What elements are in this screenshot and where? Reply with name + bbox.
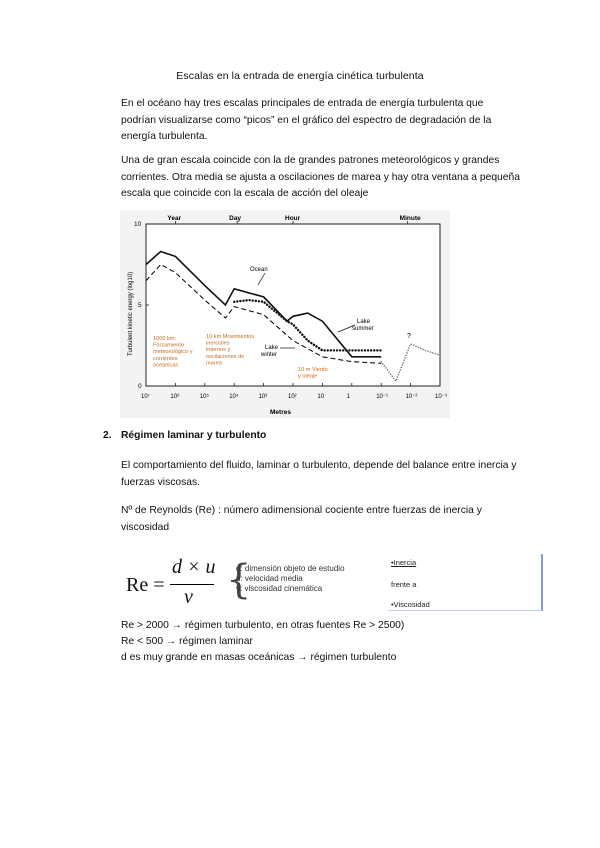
formula-denominator: ν [184,586,193,608]
annotation-question: ? [407,333,411,340]
top-label: Year [167,215,182,222]
formula-lhs: Re = [126,574,165,596]
inertia-viscosity-box [388,554,543,611]
x-tick-label: 1 [346,394,351,400]
section-heading [103,430,266,441]
y-tick-label: 0 [138,383,142,390]
condition-turbulent: Re > 2000 → régimen turbulento, en otras fuentes Re > 2500) [121,620,405,631]
x-tick-label: 10⁴ [229,394,239,400]
annotation-10km: 10 km Movimientos inerciales internos y oscilaciones de marea [206,334,255,367]
fraction-bar [170,584,214,585]
y-tick-label: 10 [134,221,142,228]
x-tick-label: 10⁻¹ [376,394,389,400]
annotation-10m: 10 m Viento y oleaje [298,367,328,380]
top-label: Minute [399,215,421,222]
paragraph-ocean-scales: En el océano hay tres escalas principales de entrada de energía turbulenta que podrían visualizarse como “picos” en el gráfico del espectro de degradación de la energía turbulenta. [121,98,492,142]
formula-numerator: d × u [172,556,216,578]
annotation-ocean: Ocean [250,267,268,273]
x-tick-label: 10⁻³ [435,394,447,400]
definition-d: d: dimensión objeto de estudio [236,564,345,573]
section-title: Régimen laminar y turbulento [121,430,267,441]
plot-frame [146,224,440,386]
x-tick-label: 10² [288,394,297,400]
x-tick-label: 10⁻² [405,394,418,400]
y-axis-label: Turbulent kinetic energy (log10) [128,271,134,356]
annotation-1000km: 1000 km: Forzamiento meteorológico y corrientes oceánicas [153,336,193,369]
definition-u: u: velocidad media [236,574,303,583]
page-title: Escalas en la entrada de energía cinética turbulenta [176,70,424,82]
paragraph-scale-types: Una de gran escala coincide con la de grandes patrones meteorológicos y grandes corrientes. Otra media se ajusta a oscilaciones de marea y hay otra ventana a pequeña escala que coincide con la escala de acción del oleaje [121,155,520,199]
formula-definitions [236,564,345,594]
box-inertia: •Inercia [391,558,417,567]
x-tick-label: 10 [317,394,325,400]
paragraph-fluid-behavior: El comportamiento del fluido, laminar o turbulento, depende del balance entre inercia y fuerzas viscosas. [121,460,517,488]
annotation-lake-winter: Lake winter [261,345,279,358]
x-axis-label: Metres [270,409,291,416]
x-tick-label: 10⁵ [199,394,209,400]
top-label: Hour [285,215,301,222]
section-number: 2. [103,430,112,441]
annotation-lake-summer: Lake summer [352,319,374,332]
x-tick-label: 10⁶ [170,394,180,400]
top-label: Day [229,215,242,222]
definition-v: v: viscosidad cinemática [236,584,323,593]
x-tick-label: 10⁷ [141,394,150,400]
energy-spectrum-chart [120,210,450,418]
x-tick-label: 10³ [258,394,268,400]
condition-laminar: Re < 500 → régimen laminar [121,636,253,647]
box-versus: frente a [391,580,417,589]
y-tick-label: 5 [138,302,142,309]
reynolds-formula-block [126,552,546,612]
condition-ocean: d es muy grande en masas oceánicas → régimen turbulento [121,652,397,663]
brace-icon: { [226,557,252,603]
paragraph-reynolds: Nº de Reynolds (Re) : número adimensional cociente entre fuerzas de inercia y viscosidad [121,505,482,533]
box-viscosity: •Viscosidad [391,600,430,609]
